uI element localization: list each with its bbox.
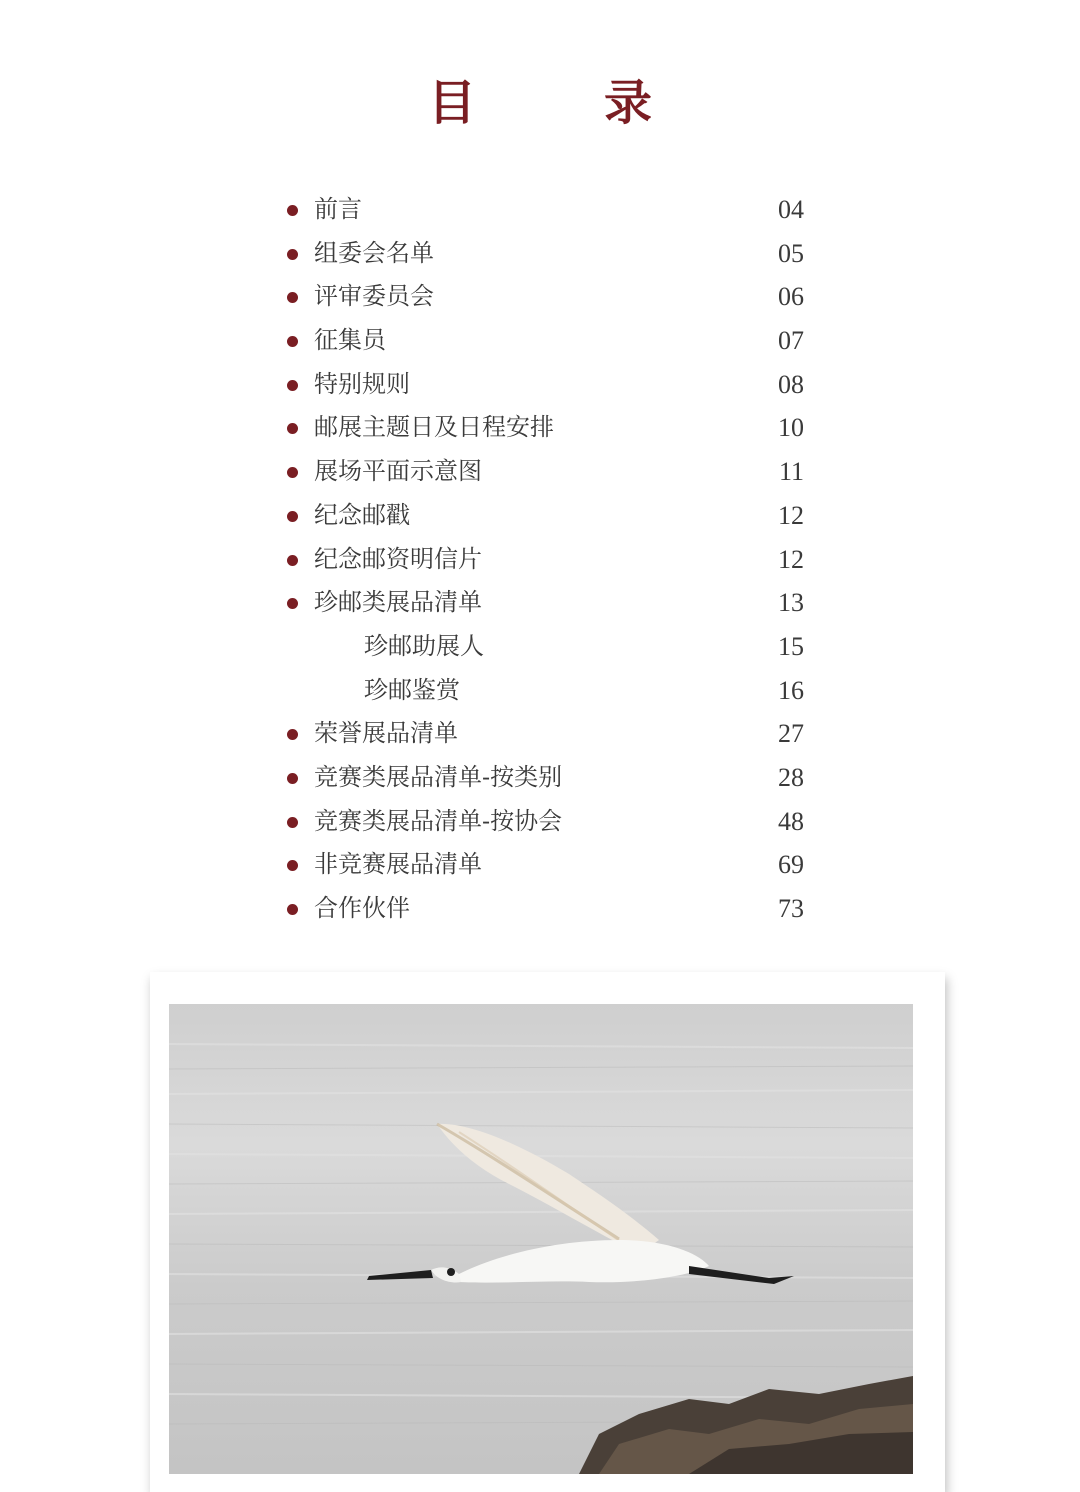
toc-entry-label: 荣誉展品清单 xyxy=(314,719,458,748)
toc-entry-page-number: 06 xyxy=(778,282,804,312)
toc-entry xyxy=(284,669,804,713)
toc-entry-page-number: 04 xyxy=(778,195,804,224)
spoonbill-photo xyxy=(169,1004,913,1474)
toc-entry xyxy=(284,800,804,844)
toc-entry-label: 评审委员会 xyxy=(314,282,434,311)
toc-entry-page-number: 12 xyxy=(778,500,804,530)
toc-entry xyxy=(284,188,804,232)
toc-entry-label: 竞赛类展品清单-按协会 xyxy=(314,806,563,835)
toc-entry xyxy=(284,581,804,625)
page-title: 目 录 xyxy=(427,75,692,131)
bullet-dot-icon xyxy=(287,249,298,260)
toc-entry-page-number: 73 xyxy=(778,894,804,923)
toc-entry xyxy=(284,450,804,494)
toc-entry xyxy=(284,756,804,800)
toc-entry-page-number: 08 xyxy=(778,369,804,399)
toc-entry-label: 展场平面示意图 xyxy=(314,457,482,486)
toc-entry-label: 特别规则 xyxy=(314,369,410,398)
toc-entry-label: 非竞赛展品清单 xyxy=(314,850,482,879)
bullet-dot-icon xyxy=(287,336,298,347)
toc-entry xyxy=(284,887,804,931)
table-of-contents xyxy=(284,188,804,931)
bullet-dot-icon xyxy=(287,555,298,566)
toc-entry-page-number: 13 xyxy=(778,588,804,618)
toc-entry xyxy=(284,538,804,582)
toc-entry-label: 前言 xyxy=(314,195,362,223)
toc-entry-label: 合作伙伴 xyxy=(314,894,410,922)
bullet-dot-icon xyxy=(287,205,298,216)
toc-entry-page-number: 12 xyxy=(778,544,804,574)
toc-entry-label: 竞赛类展品清单-按类别 xyxy=(314,762,563,791)
toc-entry-label: 邮展主题日及日程安排 xyxy=(314,413,554,442)
bullet-dot-icon xyxy=(287,380,298,391)
toc-entry-label: 珍邮助展人 xyxy=(364,631,484,660)
bullet-dot-icon xyxy=(287,817,298,828)
toc-entry xyxy=(284,275,804,319)
toc-entry-label: 纪念邮资明信片 xyxy=(314,544,482,573)
bullet-dot-icon xyxy=(287,292,298,303)
toc-entry-page-number: 27 xyxy=(778,719,804,749)
toc-entry-page-number: 07 xyxy=(778,326,804,356)
toc-entry-label: 征集员 xyxy=(314,326,386,355)
bullet-dot-icon xyxy=(287,860,298,871)
toc-entry-label: 珍邮类展品清单 xyxy=(314,588,482,617)
toc-entry-page-number: 15 xyxy=(778,631,804,661)
toc-entry-label: 珍邮鉴赏 xyxy=(364,675,460,704)
toc-entry-label: 组委会名单 xyxy=(314,238,434,267)
bullet-dot-icon xyxy=(287,598,298,609)
toc-entry xyxy=(284,406,804,450)
toc-entry xyxy=(284,712,804,756)
toc-entry xyxy=(284,232,804,276)
toc-entry xyxy=(284,843,804,887)
toc-entry-page-number: 10 xyxy=(778,413,804,443)
toc-entry-page-number: 69 xyxy=(778,850,804,880)
toc-entry-page-number: 28 xyxy=(778,762,804,792)
bullet-dot-icon xyxy=(287,511,298,522)
toc-entry-page-number: 48 xyxy=(778,806,804,836)
toc-entry-page-number: 05 xyxy=(778,238,804,268)
toc-entry-page-number: 16 xyxy=(778,675,804,705)
toc-entry xyxy=(284,494,804,538)
toc-entry-label: 纪念邮戳 xyxy=(314,500,410,529)
bullet-dot-icon xyxy=(287,904,298,915)
toc-entry xyxy=(284,319,804,363)
bullet-dot-icon xyxy=(287,467,298,478)
toc-entry xyxy=(284,363,804,407)
bullet-dot-icon xyxy=(287,423,298,434)
bullet-dot-icon xyxy=(287,773,298,784)
toc-entry-page-number: 11 xyxy=(778,457,804,487)
toc-entry xyxy=(284,625,804,669)
bullet-dot-icon xyxy=(287,729,298,740)
